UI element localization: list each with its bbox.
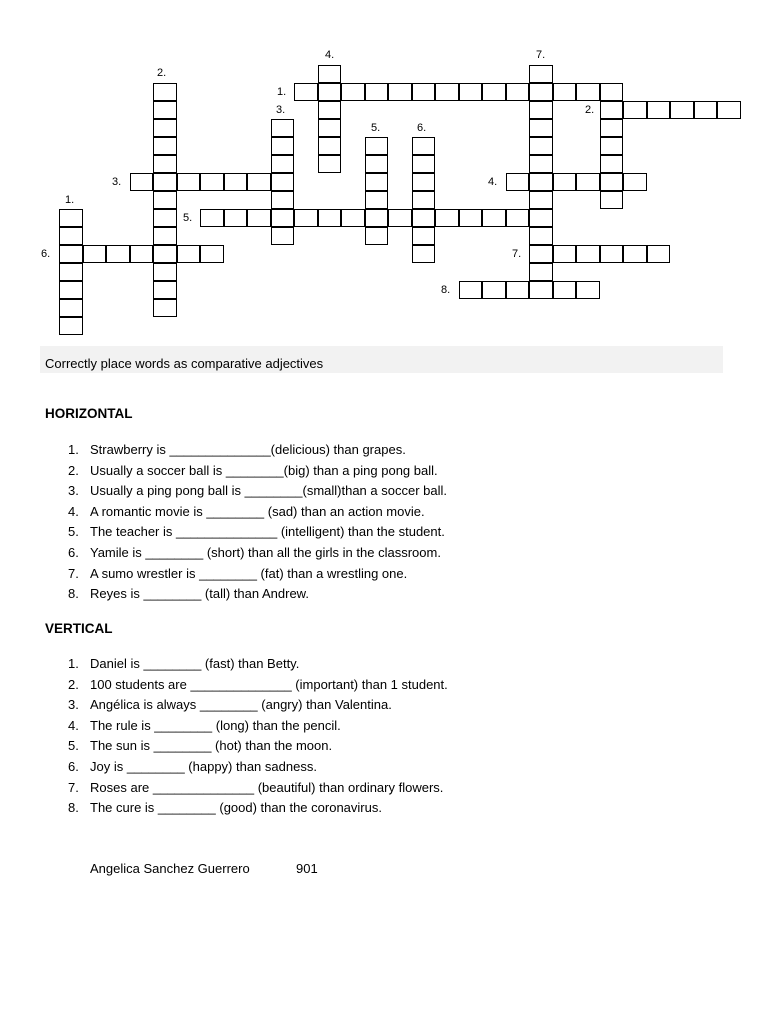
crossword-cell[interactable] — [600, 155, 624, 173]
crossword-cell[interactable] — [412, 173, 436, 191]
crossword-cell[interactable] — [600, 173, 624, 191]
crossword-cell[interactable] — [106, 245, 130, 263]
clue-number: 1. — [68, 442, 79, 457]
crossword-cell[interactable] — [130, 245, 154, 263]
crossword-cell[interactable] — [153, 173, 177, 191]
clue-number: 4. — [68, 717, 79, 733]
crossword-cell[interactable] — [600, 119, 624, 137]
crossword-cell[interactable] — [435, 83, 459, 101]
crossword-cell[interactable] — [506, 83, 530, 101]
crossword-cell[interactable] — [365, 191, 389, 209]
down-number-label: 2. — [157, 67, 167, 79]
crossword-cell[interactable] — [482, 209, 506, 227]
crossword-cell[interactable] — [529, 209, 553, 227]
crossword-cell[interactable] — [717, 101, 741, 119]
crossword-cell[interactable] — [365, 155, 389, 173]
crossword-cell[interactable] — [153, 299, 177, 317]
crossword-cell[interactable] — [365, 173, 389, 191]
crossword-cell[interactable] — [529, 65, 553, 83]
crossword-cell[interactable] — [506, 173, 530, 191]
crossword-cell[interactable] — [576, 83, 600, 101]
crossword-cell[interactable] — [576, 281, 600, 299]
crossword-cell[interactable] — [529, 137, 553, 155]
crossword-cell[interactable] — [529, 245, 553, 263]
down-number-label: 3. — [276, 104, 286, 116]
crossword-cell[interactable] — [59, 299, 83, 317]
crossword-cell[interactable] — [200, 209, 224, 227]
crossword-cell[interactable] — [294, 209, 318, 227]
crossword-cell[interactable] — [59, 263, 83, 281]
crossword-cell[interactable] — [412, 137, 436, 155]
crossword-cell[interactable] — [365, 137, 389, 155]
crossword-cell[interactable] — [600, 137, 624, 155]
crossword-cell[interactable] — [318, 209, 342, 227]
crossword-cell[interactable] — [388, 83, 412, 101]
clue-number: 2. — [68, 676, 79, 692]
across-number-label: 7. — [512, 248, 522, 260]
crossword-cell[interactable] — [247, 209, 271, 227]
clue-item — [60, 759, 448, 780]
crossword-cell[interactable] — [153, 281, 177, 299]
clue-number: 7. — [68, 565, 79, 581]
crossword-cell[interactable] — [412, 83, 436, 101]
clue-item — [60, 780, 448, 801]
crossword-cell[interactable] — [623, 245, 647, 263]
crossword-cell[interactable] — [318, 83, 342, 101]
crossword-cell[interactable] — [200, 245, 224, 263]
crossword-cell[interactable] — [647, 101, 671, 119]
crossword-cell[interactable] — [318, 137, 342, 155]
clue-text: A sumo wrestler is ________ (fat) than a wrestling one. — [90, 565, 408, 581]
crossword-cell[interactable] — [529, 281, 553, 299]
down-number-label: 4. — [325, 49, 335, 61]
clue-number: 5. — [68, 738, 79, 754]
class-number: 901 — [296, 861, 318, 876]
crossword-cell[interactable] — [365, 227, 389, 245]
crossword-cell[interactable] — [435, 209, 459, 227]
crossword-cell[interactable] — [529, 155, 553, 173]
clue-text: Angélica is always ________ (angry) than Valentina. — [90, 697, 392, 713]
clue-number: 3. — [68, 483, 79, 499]
crossword-cell[interactable] — [294, 83, 318, 101]
clue-item — [60, 738, 448, 759]
crossword-cell[interactable] — [318, 101, 342, 119]
crossword-cell[interactable] — [529, 83, 553, 101]
down-number-label: 7. — [536, 49, 546, 61]
crossword-cell[interactable] — [153, 83, 177, 101]
crossword-cell[interactable] — [459, 281, 483, 299]
clue-text: A romantic movie is ________ (sad) than an action movie. — [90, 503, 425, 519]
clue-text: The cure is ________ (good) than the coronavirus. — [90, 800, 382, 816]
clue-text: Usually a soccer ball is ________(big) than a ping pong ball. — [90, 462, 438, 478]
clue-text: Daniel is ________ (fast) than Betty. — [90, 656, 300, 671]
clue-text: The sun is ________ (hot) than the moon. — [90, 738, 333, 754]
clue-item — [60, 677, 448, 698]
crossword-cell[interactable] — [553, 245, 577, 263]
crossword-cell[interactable] — [318, 65, 342, 83]
clue-number: 7. — [68, 779, 79, 795]
clue-number: 1. — [68, 656, 79, 671]
crossword-cell[interactable] — [529, 263, 553, 281]
student-name: Angelica Sanchez Guerrero — [90, 861, 250, 876]
crossword-cell[interactable] — [600, 245, 624, 263]
crossword-cell[interactable] — [365, 209, 389, 227]
crossword-cell[interactable] — [412, 227, 436, 245]
crossword-cell[interactable] — [529, 119, 553, 137]
crossword-cell[interactable] — [576, 245, 600, 263]
crossword-cell[interactable] — [506, 281, 530, 299]
clue-item — [60, 463, 447, 484]
clue-text: Roses are ______________ (beautiful) than ordinary flowers. — [90, 779, 444, 795]
clue-number: 8. — [68, 586, 79, 602]
clue-number: 2. — [68, 462, 79, 478]
crossword-cell[interactable] — [153, 155, 177, 173]
crossword-cell[interactable] — [271, 119, 295, 137]
crossword-cell[interactable] — [623, 173, 647, 191]
crossword-cell[interactable] — [341, 209, 365, 227]
crossword-cell[interactable] — [177, 173, 201, 191]
crossword-cell[interactable] — [576, 173, 600, 191]
crossword-cell[interactable] — [153, 137, 177, 155]
across-number-label: 3. — [112, 176, 122, 188]
crossword-cell[interactable] — [365, 83, 389, 101]
crossword-cell[interactable] — [59, 281, 83, 299]
crossword-cell[interactable] — [412, 155, 436, 173]
crossword-cell[interactable] — [341, 83, 365, 101]
crossword-cell[interactable] — [459, 209, 483, 227]
crossword-cell[interactable] — [388, 209, 412, 227]
crossword-cell[interactable] — [318, 119, 342, 137]
crossword-cell[interactable] — [153, 119, 177, 137]
across-number-label: 2. — [585, 104, 595, 116]
crossword-cell[interactable] — [271, 155, 295, 173]
crossword-cell[interactable] — [271, 227, 295, 245]
crossword-cell[interactable] — [412, 245, 436, 263]
clue-number: 6. — [68, 758, 79, 774]
crossword-cell[interactable] — [600, 191, 624, 209]
clue-item — [60, 800, 448, 821]
crossword-cell[interactable] — [529, 173, 553, 191]
crossword-cell[interactable] — [177, 245, 201, 263]
crossword-cell[interactable] — [59, 317, 83, 335]
clue-number: 5. — [68, 524, 79, 540]
clue-item — [60, 504, 447, 525]
crossword-cell[interactable] — [59, 209, 83, 227]
crossword-cell[interactable] — [623, 101, 647, 119]
crossword-cell[interactable] — [553, 83, 577, 101]
clue-text: Strawberry is ______________(delicious) than grapes. — [90, 442, 406, 457]
crossword-cell[interactable] — [318, 155, 342, 173]
down-number-label: 5. — [371, 122, 381, 134]
crossword-cell[interactable] — [153, 263, 177, 281]
clue-item — [60, 545, 447, 566]
crossword-cell[interactable] — [153, 227, 177, 245]
across-number-label: 1. — [277, 86, 287, 98]
crossword-cell[interactable] — [506, 209, 530, 227]
crossword-cell[interactable] — [200, 173, 224, 191]
crossword-cell[interactable] — [59, 227, 83, 245]
crossword-cell[interactable] — [529, 227, 553, 245]
crossword-cell[interactable] — [529, 191, 553, 209]
across-number-label: 8. — [441, 284, 451, 296]
crossword-cell[interactable] — [59, 245, 83, 263]
crossword-cell[interactable] — [694, 101, 718, 119]
crossword-cell[interactable] — [153, 191, 177, 209]
crossword-cell[interactable] — [153, 245, 177, 263]
crossword-cell[interactable] — [247, 173, 271, 191]
clue-number: 4. — [68, 503, 79, 519]
clue-item — [60, 483, 447, 504]
crossword-cell[interactable] — [553, 173, 577, 191]
clue-number: 6. — [68, 544, 79, 560]
crossword-cell[interactable] — [670, 101, 694, 119]
clue-text: The rule is ________ (long) than the pencil. — [90, 717, 341, 733]
instruction-text: Correctly place words as comparative adjectives — [45, 356, 324, 371]
clue-item — [60, 697, 448, 718]
crossword-cell[interactable] — [224, 173, 248, 191]
clue-item — [60, 442, 447, 463]
crossword-cell[interactable] — [529, 101, 553, 119]
clue-number: 8. — [68, 800, 79, 816]
crossword-cell[interactable] — [459, 83, 483, 101]
clue-number: 3. — [68, 697, 79, 713]
across-number-label: 4. — [488, 176, 498, 188]
crossword-cell[interactable] — [271, 209, 295, 227]
crossword-cell[interactable] — [153, 209, 177, 227]
clue-text: Yamile is ________ (short) than all the girls in the classroom. — [90, 544, 441, 560]
clue-item — [60, 586, 447, 607]
crossword-cell[interactable] — [224, 209, 248, 227]
crossword-cell[interactable] — [482, 281, 506, 299]
crossword-cell[interactable] — [153, 101, 177, 119]
clue-text: Reyes is ________ (tall) than Andrew. — [90, 586, 309, 602]
crossword-cell[interactable] — [553, 281, 577, 299]
crossword-cell[interactable] — [271, 191, 295, 209]
clue-text: 100 students are ______________ (important) than 1 student. — [90, 676, 448, 692]
crossword-cell[interactable] — [647, 245, 671, 263]
clue-text: The teacher is ______________ (intelligent) than the student. — [90, 524, 445, 540]
crossword-cell[interactable] — [600, 83, 624, 101]
clue-text: Joy is ________ (happy) than sadness. — [90, 758, 317, 774]
crossword-cell[interactable] — [600, 101, 624, 119]
vertical-heading: VERTICAL — [45, 621, 113, 636]
crossword-cell[interactable] — [412, 191, 436, 209]
crossword-cell[interactable] — [412, 209, 436, 227]
crossword-cell[interactable] — [130, 173, 154, 191]
crossword-grid — [0, 0, 768, 330]
clue-item — [60, 718, 448, 739]
down-number-label: 6. — [417, 122, 427, 134]
crossword-cell[interactable] — [271, 137, 295, 155]
across-number-label: 5. — [183, 212, 193, 224]
horizontal-heading: HORIZONTAL — [45, 406, 133, 421]
vertical-clue-list — [60, 656, 448, 821]
clue-item — [60, 566, 447, 587]
clue-item — [60, 524, 447, 545]
down-number-label: 1. — [65, 194, 75, 206]
crossword-cell[interactable] — [482, 83, 506, 101]
clue-item — [60, 656, 448, 677]
horizontal-clue-list — [60, 442, 447, 607]
crossword-cell[interactable] — [271, 173, 295, 191]
crossword-cell[interactable] — [83, 245, 107, 263]
across-number-label: 6. — [41, 248, 51, 260]
clue-text: Usually a ping pong ball is ________(small)than a soccer ball. — [90, 483, 447, 499]
